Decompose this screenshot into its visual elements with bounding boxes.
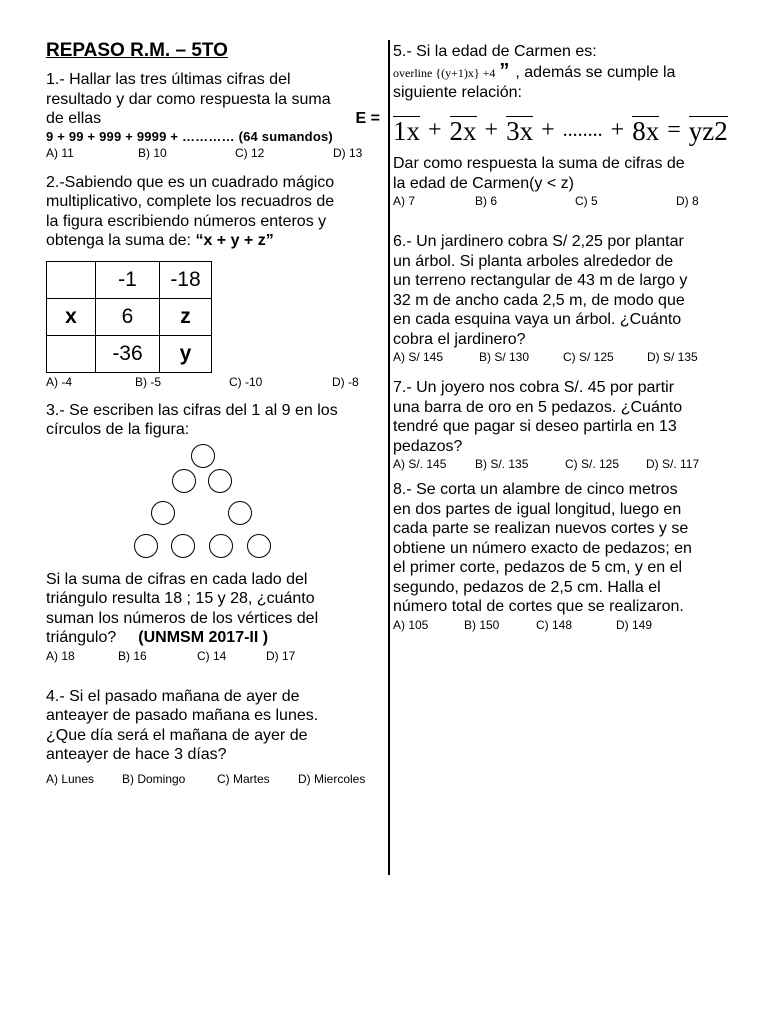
option-b: B) 10 bbox=[138, 145, 167, 160]
option-d: D) 8 bbox=[676, 194, 699, 208]
option-d: D) -8 bbox=[332, 374, 359, 389]
option-a: A) 18 bbox=[46, 648, 75, 663]
question-7-line: pedazos? bbox=[393, 437, 463, 455]
question-3-options bbox=[46, 649, 380, 663]
grid-cell: -36 bbox=[96, 335, 160, 372]
circle bbox=[208, 469, 232, 493]
question-2-options bbox=[46, 375, 380, 389]
question-1-line: de ellas bbox=[46, 110, 102, 127]
option-d: D) Miercoles bbox=[298, 771, 366, 786]
circle bbox=[191, 444, 215, 468]
option-a: A) 105 bbox=[393, 617, 429, 632]
question-1 bbox=[46, 70, 380, 145]
grid-cell: z bbox=[160, 298, 212, 335]
question-5-body bbox=[393, 154, 738, 193]
question-3-line: 3.- Se escriben las cifras del 1 al 9 en los bbox=[46, 401, 338, 419]
grid-cell: x bbox=[47, 298, 96, 335]
option-c: C) 14 bbox=[197, 648, 227, 663]
grid-cell: -1 bbox=[96, 261, 160, 298]
question-8-options bbox=[393, 618, 738, 632]
question-1-line: resultado y dar como respuesta la suma bbox=[46, 90, 331, 108]
column-divider bbox=[388, 40, 390, 875]
question-8-line: segundo, pedazos de 2,5 cm. Halla el bbox=[393, 578, 661, 596]
overlined-term: 3x bbox=[506, 115, 534, 146]
magic-square-grid bbox=[46, 261, 212, 373]
option-a: A) Lunes bbox=[46, 771, 95, 786]
operator: = bbox=[667, 116, 681, 143]
question-8-line: 8.- Se corta un alambre de cinco metros bbox=[393, 481, 678, 498]
circle bbox=[134, 534, 158, 558]
option-a: A) 11 bbox=[46, 145, 74, 160]
option-b: B) -5 bbox=[135, 374, 162, 389]
circle bbox=[247, 534, 271, 558]
question-3-body bbox=[46, 570, 380, 648]
question-8 bbox=[393, 480, 738, 617]
question-2-line: multiplicativo, complete los recuadros de bbox=[46, 193, 335, 210]
question-8-line: en dos partes de igual longitud, luego en bbox=[393, 500, 682, 518]
option-c: C) 5 bbox=[575, 194, 598, 208]
operator: + bbox=[428, 116, 442, 143]
option-d: D) S/. 117 bbox=[646, 457, 700, 471]
question-6-line: 6.- Un jardinero cobra S/ 2,25 por plantar bbox=[393, 233, 684, 250]
question-5-options bbox=[393, 194, 738, 208]
question-6-line: cobra el jardinero? bbox=[393, 330, 526, 348]
option-d: D) 17 bbox=[266, 648, 296, 663]
relation-equation bbox=[393, 110, 738, 150]
question-1-options bbox=[46, 146, 380, 160]
option-b: B) S/ 130 bbox=[479, 350, 530, 364]
question-7 bbox=[393, 378, 738, 456]
question-4-line: 4.- Si el pasado mañana de ayer de bbox=[46, 687, 300, 705]
operator: + bbox=[610, 116, 625, 143]
carmen-age-expression: overline {(y+1)x} +4 bbox=[393, 65, 496, 80]
question-8-line: número total de cortes que se realizaron. bbox=[393, 598, 684, 615]
question-5-line: , además se cumple la bbox=[515, 63, 676, 81]
question-5-line: la edad de Carmen(y < z) bbox=[393, 174, 574, 192]
question-4 bbox=[46, 687, 380, 765]
grid-cell: y bbox=[160, 335, 212, 372]
operator: + bbox=[484, 116, 499, 143]
option-b: B) S/. 135 bbox=[475, 457, 529, 471]
question-8-line: obtiene un número exacto de pedazos; en bbox=[393, 539, 692, 557]
question-5-line: siguiente relación: bbox=[393, 83, 522, 101]
overlined-term: 8x bbox=[632, 115, 660, 146]
question-8-line: el primer corte, pedazos de 5 cm, y en el bbox=[393, 559, 683, 576]
page-title: REPASO R.M. – 5TO bbox=[46, 40, 228, 61]
operator: + bbox=[541, 116, 555, 143]
option-c: C) S/ 125 bbox=[563, 350, 614, 364]
circle-triangle-figure bbox=[46, 444, 380, 570]
option-c: C) -10 bbox=[229, 374, 263, 389]
option-c: C) S/. 125 bbox=[565, 457, 620, 471]
grid-cell: 6 bbox=[96, 298, 160, 335]
circle bbox=[151, 501, 175, 525]
question-2-line: obtenga la suma de: bbox=[46, 232, 196, 249]
option-c: C) 12 bbox=[235, 145, 265, 160]
closing-quote: ” bbox=[499, 59, 510, 82]
question-3-line: triángulo resulta 18 ; 15 y 28, ¿cuánto bbox=[46, 590, 315, 607]
option-d: D) 13 bbox=[333, 145, 363, 160]
option-c: C) 148 bbox=[536, 617, 573, 632]
circle bbox=[209, 534, 233, 558]
question-4-line: ¿Que día será el mañana de ayer de bbox=[46, 726, 308, 744]
question-7-line: una barra de oro en 5 pedazos. ¿Cuánto bbox=[393, 398, 683, 416]
question-7-line: 7.- Un joyero nos cobra S/. 45 por partir bbox=[393, 379, 675, 396]
question-6-line: 32 m de ancho cada 2,5 m, de modo que bbox=[393, 291, 685, 309]
question-3-line: triángulo? bbox=[46, 629, 117, 646]
question-1-line: 1.- Hallar las tres últimas cifras del bbox=[46, 71, 291, 88]
question-5-line: 5.- Si la edad de Carmen es: bbox=[393, 43, 597, 60]
question-6-line: un árbol. Si planta arboles alrededor de bbox=[393, 252, 674, 270]
option-a: A) S/. 145 bbox=[393, 457, 447, 471]
grid-cell bbox=[47, 335, 96, 372]
circle bbox=[228, 501, 252, 525]
circle bbox=[172, 469, 196, 493]
grid-cell bbox=[47, 261, 96, 298]
grid-cell: -18 bbox=[160, 261, 212, 298]
circle bbox=[171, 534, 195, 558]
question-8-line: cada parte se realizan nuevos cortes y se bbox=[393, 520, 689, 537]
question-6 bbox=[393, 232, 738, 349]
question-6-line: en cada esquina vaya un árbol. ¿Cuánto bbox=[393, 311, 682, 328]
question-6-options bbox=[393, 350, 738, 364]
option-b: B) 150 bbox=[464, 617, 500, 632]
question-2-line: la figura escribiendo números enteros y bbox=[46, 212, 327, 230]
question-3-line: Si la suma de cifras en cada lado del bbox=[46, 570, 308, 588]
option-a: A) 7 bbox=[393, 194, 416, 208]
question-3-line: suman los números de los vértices del bbox=[46, 609, 319, 627]
question-5 bbox=[393, 42, 738, 102]
overlined-term: 1x bbox=[393, 115, 420, 146]
question-6-line: un terreno rectangular de 43 m de largo y bbox=[393, 272, 688, 289]
left-column bbox=[46, 40, 380, 786]
question-1-e-label: E = bbox=[355, 110, 380, 127]
question-2-line: 2.-Sabiendo que es un cuadrado mágico bbox=[46, 173, 335, 191]
option-b: B) Domingo bbox=[122, 771, 186, 786]
overlined-term: 2x bbox=[449, 115, 477, 146]
right-column bbox=[393, 42, 738, 632]
option-a: A) S/ 145 bbox=[393, 350, 444, 364]
question-2 bbox=[46, 173, 380, 251]
option-d: D) S/ 135 bbox=[647, 350, 698, 364]
question-7-options bbox=[393, 457, 738, 471]
option-d: D) 149 bbox=[616, 617, 653, 632]
option-b: B) 16 bbox=[118, 648, 147, 663]
option-b: B) 6 bbox=[475, 194, 498, 208]
question-4-line: anteayer de pasado mañana es lunes. bbox=[46, 707, 319, 724]
question-4-options bbox=[46, 772, 380, 786]
option-c: C) Martes bbox=[217, 771, 270, 786]
question-1-expression: 9 + 99 + 999 + 9999 + ………… (64 sumandos) bbox=[46, 128, 333, 144]
overlined-result: yz2 bbox=[688, 115, 728, 146]
option-a: A) -4 bbox=[46, 374, 73, 389]
question-5-line: Dar como respuesta la suma de cifras de bbox=[393, 155, 685, 172]
question-3-source: (UNMSM 2017-II ) bbox=[138, 629, 269, 646]
question-3-line: círculos de la figura: bbox=[46, 421, 190, 438]
ellipsis: ........ bbox=[562, 118, 603, 141]
question-2-target: “x + y + z” bbox=[195, 232, 274, 249]
question-3 bbox=[46, 401, 380, 440]
question-4-line: anteayer de hace 3 días? bbox=[46, 746, 227, 763]
question-7-line: tendré que pagar si deseo partirla en 13 bbox=[393, 418, 677, 435]
